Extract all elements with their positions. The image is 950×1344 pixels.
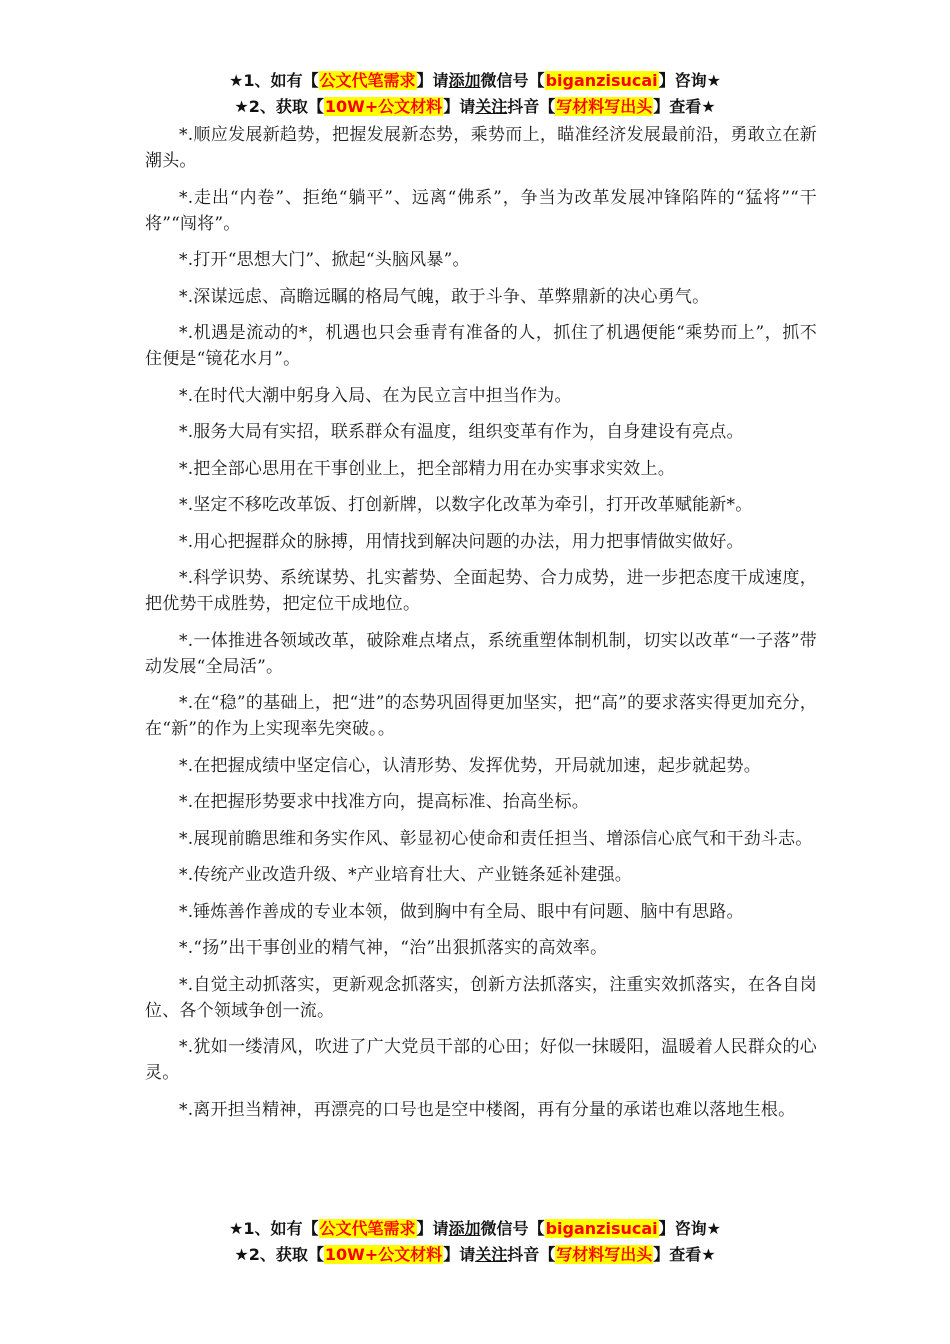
footer-banner [0, 1216, 950, 1268]
paragraph: *.深谋远虑、高瞻远瞩的格局气魄，敢于斗争、革弊鼎新的决心勇气。 [179, 286, 710, 307]
banner-text: 微信号【 [480, 71, 545, 90]
banner-text: 抖音【 [507, 97, 556, 116]
paragraph: *.展现前瞻思维和务实作风、彰显初心使命和责任担当、增添信心底气和干劲斗志。 [179, 828, 813, 849]
banner-line-2 [0, 94, 950, 120]
star-icon: ★ [234, 97, 249, 116]
star-icon: ★ [701, 97, 716, 116]
underlined-action: 关注 [475, 97, 508, 116]
paragraph: *.“扬”出干事创业的精气神，“治”出狠抓落实的高效率。 [179, 938, 608, 958]
banner-line-1 [0, 1216, 950, 1242]
document-body [145, 122, 817, 1133]
banner-text: 】请 [416, 71, 449, 90]
star-icon: ★ [706, 1219, 721, 1238]
paragraph: *.锤炼善作善成的专业本领，做到胸中有全局、眼中有问题、脑中有思路。 [179, 901, 744, 922]
paragraph: *.犹如一缕清风，吹进了广大党员干部的心田；好似一抹暖阳，温暖着人民群众的心灵。 [145, 1037, 817, 1083]
banner-line-2 [0, 1242, 950, 1268]
banner-text: 】查看 [653, 97, 702, 116]
star-icon: ★ [229, 71, 244, 90]
banner-line-1 [0, 68, 950, 94]
highlight-service: 公文代笔需求 [319, 71, 416, 90]
banner-text: 】请 [443, 97, 476, 116]
paragraph: *.在把握成绩中坚定信心，认清形势、发挥优势，开局就加速，起步就起势。 [179, 755, 761, 776]
underlined-action: 关注 [475, 1245, 508, 1264]
star-icon: ★ [229, 1219, 244, 1238]
banner-text: 微信号【 [480, 1219, 545, 1238]
paragraph: *.传统产业改造升级、*产业培育壮大、产业链条延补建强。 [179, 865, 633, 885]
underlined-action: 添加 [448, 1219, 481, 1238]
highlight-service: 公文代笔需求 [319, 1219, 416, 1238]
paragraph: *.在“稳”的基础上，把“进”的态势巩固得更加坚实，把“高”的要求落实得更加充分，在“新”的作为上实现率先突破。。 [145, 693, 817, 739]
paragraph: *.离开担当精神，再漂亮的口号也是空中楼阁，再有分量的承诺也难以落地生根。 [179, 1099, 796, 1120]
banner-text: 】请 [443, 1245, 476, 1264]
banner-text: 】查看 [653, 1245, 702, 1264]
paragraph: *.在把握形势要求中找准方向，提高标准、抬高坐标。 [179, 792, 589, 812]
banner-text: 1、如有【 [243, 1219, 319, 1238]
header-banner [0, 68, 950, 120]
underlined-action: 添加 [448, 71, 481, 90]
paragraph: *.机遇是流动的*，机遇也只会垂青有准备的人，抓住了机遇便能“乘势而上”，抓不住便是“镜花水月”。 [145, 323, 817, 369]
paragraph: *.用心把握群众的脉搏，用情找到解决问题的办法，用力把事情做实做好。 [179, 531, 744, 552]
paragraph: *.自觉主动抓落实，更新观念抓落实，创新方法抓落实，注重实效抓落实，在各自岗位、各个领域争创一流。 [145, 974, 817, 1021]
paragraph: *.科学识势、系统谋势、扎实蓄势、全面起势、合力成势，进一步把态度干成速度，把优势干成胜势，把定位干成地位。 [145, 568, 817, 614]
paragraph: *.坚定不移吃改革饭、打创新牌，以数字化改革为牵引，打开改革赋能新*。 [179, 495, 753, 515]
highlight-wechat-id: biganzisucai [545, 1219, 658, 1238]
highlight-wechat-id: biganzisucai [545, 71, 658, 90]
highlight-douyin-account: 写材料写出头 [556, 1245, 653, 1264]
paragraph: *.走出“内卷”、拒绝“躺平”、远离“佛系”，争当为改革发展冲锋陷阵的“猛将”“干将”“闯将”。 [145, 187, 817, 234]
paragraph: *.把全部心思用在干事创业上，把全部精力用在办实事求实效上。 [179, 458, 675, 479]
banner-text: 2、获取【 [248, 1245, 324, 1264]
highlight-materials: 10W+公文材料 [324, 1245, 443, 1264]
banner-text: 1、如有【 [243, 71, 319, 90]
paragraph: *.打开“思想大门”、掀起“头脑风暴”。 [179, 250, 470, 270]
banner-text: 】请 [416, 1219, 449, 1238]
banner-text: 】咨询 [658, 71, 707, 90]
highlight-douyin-account: 写材料写出头 [556, 97, 653, 116]
banner-text: 】咨询 [658, 1219, 707, 1238]
paragraph: *.在时代大潮中躬身入局、在为民立言中担当作为。 [179, 385, 572, 406]
star-icon: ★ [701, 1245, 716, 1264]
star-icon: ★ [706, 71, 721, 90]
highlight-materials: 10W+公文材料 [324, 97, 443, 116]
banner-text: 2、获取【 [248, 97, 324, 116]
paragraph: *.顺应发展新趋势，把握发展新态势，乘势而上，瞄准经济发展最前沿，勇敢立在新潮头。 [145, 125, 817, 171]
banner-text: 抖音【 [507, 1245, 556, 1264]
star-icon: ★ [234, 1245, 249, 1264]
paragraph: *.服务大局有实招，联系群众有温度，组织变革有作为，自身建设有亮点。 [179, 422, 744, 442]
paragraph: *.一体推进各领域改革，破除难点堵点，系统重塑体制机制，切实以改革“一子落”带动发展“全局活”。 [145, 630, 817, 677]
